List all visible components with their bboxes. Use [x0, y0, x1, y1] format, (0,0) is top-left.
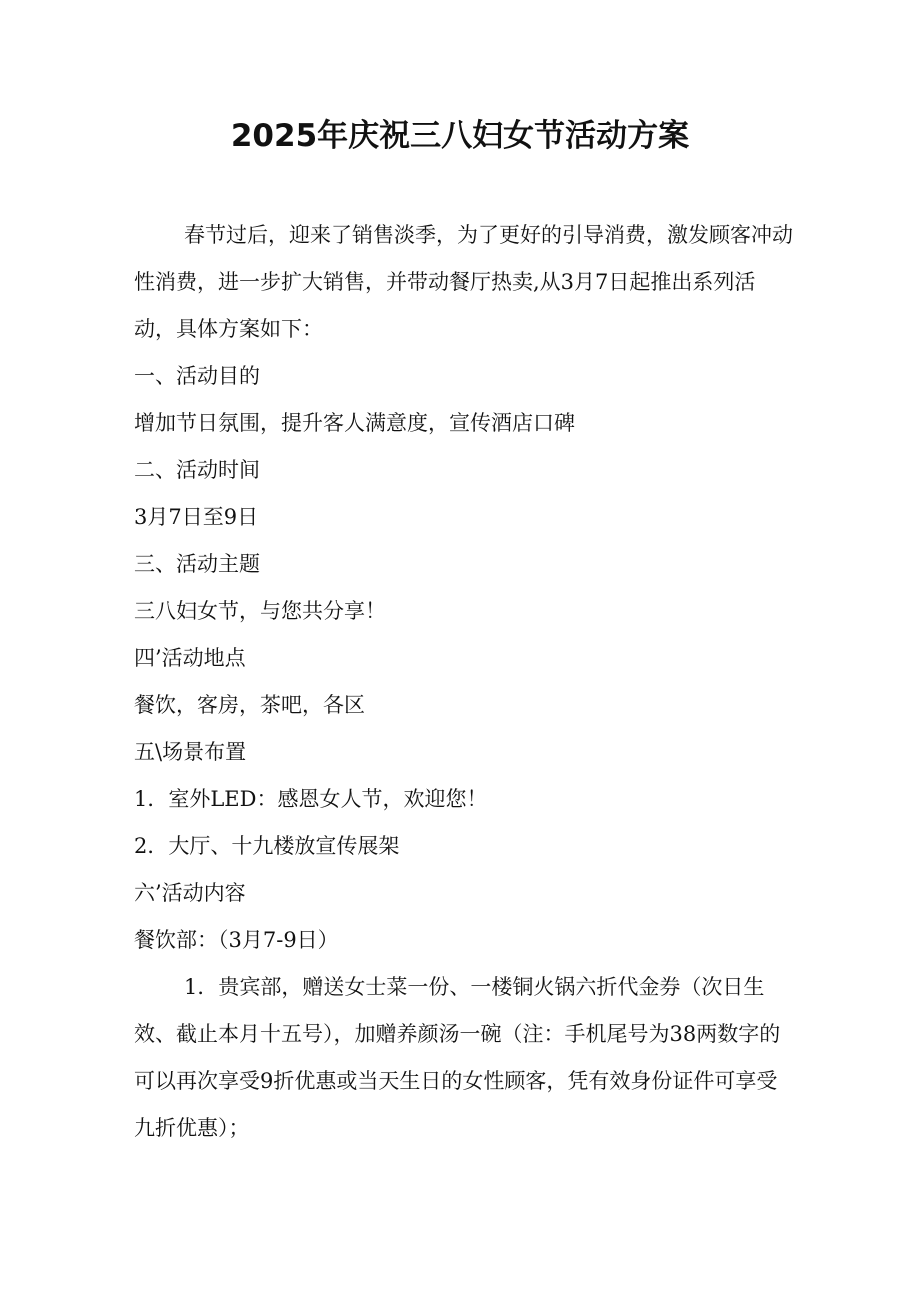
scene-item-2: 2．大厅、十九楼放宣传展架 [134, 834, 400, 858]
section-heading-time: 二、活动时间 [134, 458, 260, 482]
content-item-1: 1．贵宾部，赠送女士菜一份、一楼铜火锅六折代金券（次日生效、截止本月十五号），加赠养颜汤一碗（注：手机尾号为38两数字的可以再次享受9折优惠或当天生日的女性顾客，凭有效身份证件可享受九折优惠）； [134, 975, 781, 1140]
document-title: 2025年庆祝三八妇女节活动方案 [230, 118, 690, 154]
section-text-purpose: 增加节日氛围，提升客人满意度，宣传酒店口碑 [134, 411, 575, 435]
section-heading-location: 四’活动地点 [134, 646, 246, 670]
section-heading-scene: 五\场景布置 [134, 740, 247, 764]
scene-item-1: 1．室外LED：感恩女人节，欢迎您！ [134, 787, 488, 811]
section-text-time: 3月7日至9日 [134, 505, 259, 529]
intro-paragraph: 春节过后，迎来了销售淡季，为了更好的引导消费，激发顾客冲动性消费，进一步扩大销售，并带动餐厅热卖,从3月7日起推出系列活动，具体方案如下： [134, 223, 793, 341]
section-text-location: 餐饮，客房，茶吧，各区 [134, 693, 365, 717]
document-body [134, 212, 794, 1152]
section-heading-theme: 三、活动主题 [134, 552, 260, 576]
content-subheading-dining: 餐饮部：（3月7-9日） [134, 928, 339, 952]
section-text-theme: 三八妇女节，与您共分享！ [134, 599, 386, 623]
section-heading-purpose: 一、活动目的 [134, 364, 260, 388]
section-heading-content: 六’活动内容 [134, 881, 246, 905]
